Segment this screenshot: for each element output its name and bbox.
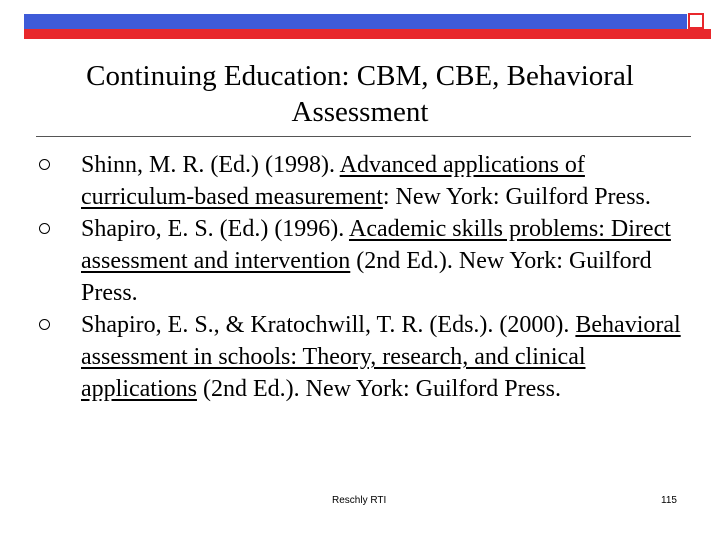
reference-suffix: (2nd Ed.). New York: Guilford Press.: [196, 376, 561, 402]
footer-author: Reschly RTI: [332, 495, 387, 506]
hollow-bullet-icon: [39, 159, 50, 170]
reference-suffix: : New York: Guilford Press.: [382, 184, 651, 210]
footer-page-number: 115: [661, 495, 677, 506]
hollow-bullet-icon: [39, 319, 50, 330]
slide-title-line-1: Continuing Education: CBM, CBE, Behavioral: [86, 60, 634, 92]
reference-title: Advanced applications of curriculum-based measurement: [81, 152, 585, 210]
reference-prefix: Shinn, M. R. (Ed.) (1998).: [81, 152, 340, 178]
reference-list: [34, 149, 684, 405]
reference-item: [34, 309, 684, 405]
reference-title: Behavioral assessment in schools: Theory, research, and clinical applications: [81, 312, 681, 402]
slide-title-line-2: Assessment: [291, 96, 429, 128]
header-bar-red: [24, 29, 711, 39]
reference-item: [34, 213, 684, 309]
reference-prefix: Shapiro, E. S. (Ed.) (1996).: [81, 216, 349, 242]
slide-title: [40, 58, 680, 130]
title-divider: [36, 136, 691, 137]
corner-square-decoration: [688, 13, 704, 29]
reference-prefix: Shapiro, E. S., & Kratochwill, T. R. (Eds.). (2000).: [81, 312, 576, 338]
reference-item: [34, 149, 684, 213]
reference-title: Academic skills problems: Direct assessment and intervention: [81, 216, 671, 274]
hollow-bullet-icon: [39, 223, 50, 234]
reference-suffix: (2nd Ed.). New York: Guilford Press.: [81, 248, 652, 306]
